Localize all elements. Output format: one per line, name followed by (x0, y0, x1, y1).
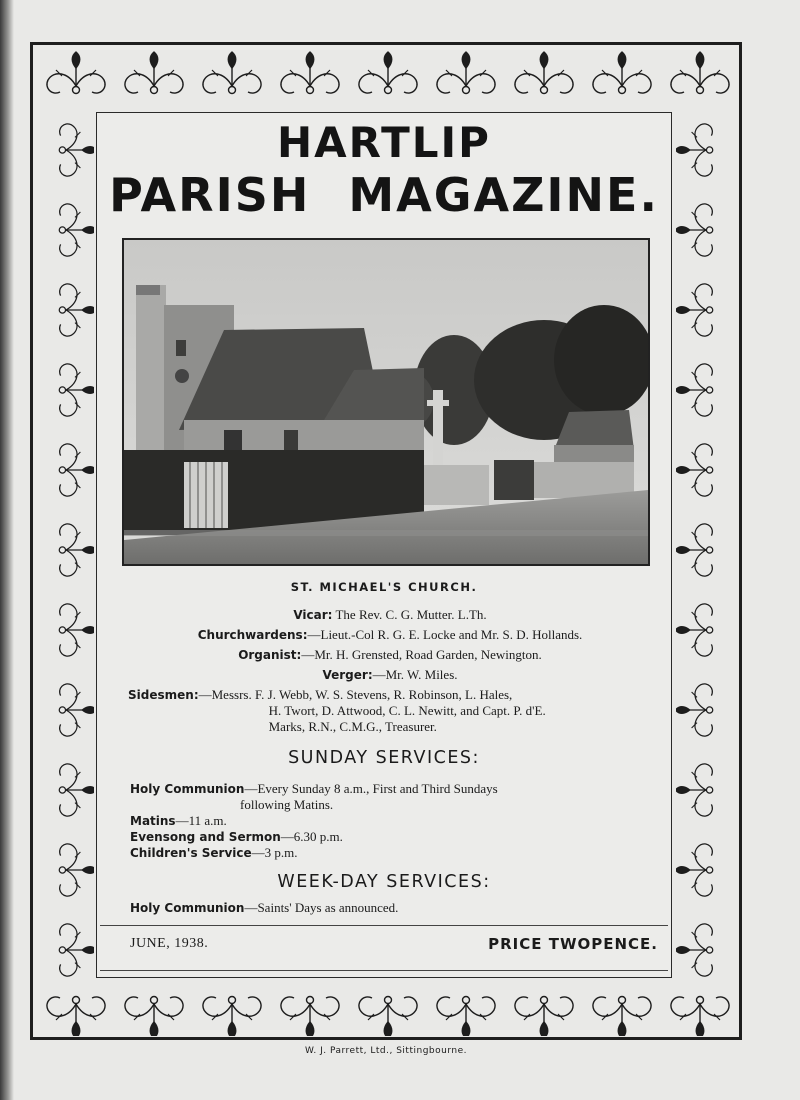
printer-credit: W. J. Parrett, Ltd., Sittingbourne. (305, 1046, 467, 1056)
matins-label: Matins (130, 814, 176, 828)
childrens-service (130, 845, 650, 861)
sunday-services-list (130, 781, 650, 861)
childrens-service-text: —3 p.m. (251, 845, 298, 860)
organist-text: —Mr. H. Grensted, Road Garden, Newington. (301, 647, 542, 662)
weekday-services-list (130, 900, 650, 916)
childrens-service-label: Children's Service (130, 846, 252, 860)
page-edge-shadow (0, 0, 14, 1100)
matins (130, 813, 650, 829)
officers-list (120, 605, 660, 735)
churchwardens-text: —Lieut.-Col R. G. E. Locke and Mr. S. D. Hollands. (307, 627, 583, 642)
issue-price: PRICE TWOPENCE. (488, 935, 658, 953)
floral-border-right (676, 110, 738, 980)
sidesmen-row (120, 685, 660, 735)
weekday-holy-communion-text: —Saints' Days as announced. (244, 900, 399, 915)
magazine-title-line-2: PARISH MAGAZINE. (109, 168, 659, 222)
evensong-label: Evensong and Sermon (130, 830, 281, 844)
organist-row (120, 645, 660, 665)
sunday-services-heading: SUNDAY SERVICES: (288, 748, 480, 768)
sidesmen-names (199, 685, 660, 735)
weekday-holy-communion-label: Holy Communion (130, 901, 245, 915)
evensong-text: —6.30 p.m. (280, 829, 343, 844)
issue-date: JUNE, 1938. (130, 936, 209, 951)
church-photograph (122, 238, 650, 566)
vicar-text: The Rev. C. G. Mutter. L.Th. (335, 607, 487, 622)
footer-rule-top (100, 925, 668, 926)
floral-border-top (36, 48, 736, 110)
vicar-label: Vicar: (293, 608, 333, 622)
sunday-holy-communion-continued: following Matins. (240, 797, 334, 812)
weekday-holy-communion (130, 900, 650, 916)
churchwardens-label: Churchwardens: (197, 628, 308, 642)
floral-border-bottom (36, 980, 736, 1036)
magazine-title-line-1: HARTLIP (277, 118, 491, 167)
vicar-row (120, 605, 660, 625)
sunday-holy-communion-label: Holy Communion (130, 782, 245, 796)
verger-label: Verger: (322, 668, 373, 682)
sidesmen-line-1: —Messrs. F. J. Webb, W. S. Stevens, R. Robinson, L. Hales, (198, 687, 513, 702)
weekday-services-heading: WEEK-DAY SERVICES: (277, 872, 491, 892)
matins-text: —11 a.m. (175, 813, 227, 828)
sunday-holy-communion-text: —Every Sunday 8 a.m., First and Third Sundays (244, 781, 498, 796)
floral-border-left (36, 110, 94, 980)
sidesmen-label: Sidesmen: (128, 688, 199, 702)
sidesmen-line-3: Marks, R.N., C.M.G., Treasurer. (268, 719, 437, 734)
sunday-holy-communion (130, 781, 650, 797)
verger-text: —Mr. W. Miles. (372, 667, 458, 682)
verger-row (120, 665, 660, 685)
photo-caption: ST. MICHAEL'S CHURCH. (290, 580, 478, 594)
sidesmen-line-2: H. Twort, D. Attwood, C. L. Newitt, and Capt. P. d'E. (268, 703, 546, 718)
evensong (130, 829, 650, 845)
organist-label: Organist: (238, 648, 302, 662)
footer-rule-bottom (100, 970, 668, 971)
churchwardens-row (120, 625, 660, 645)
